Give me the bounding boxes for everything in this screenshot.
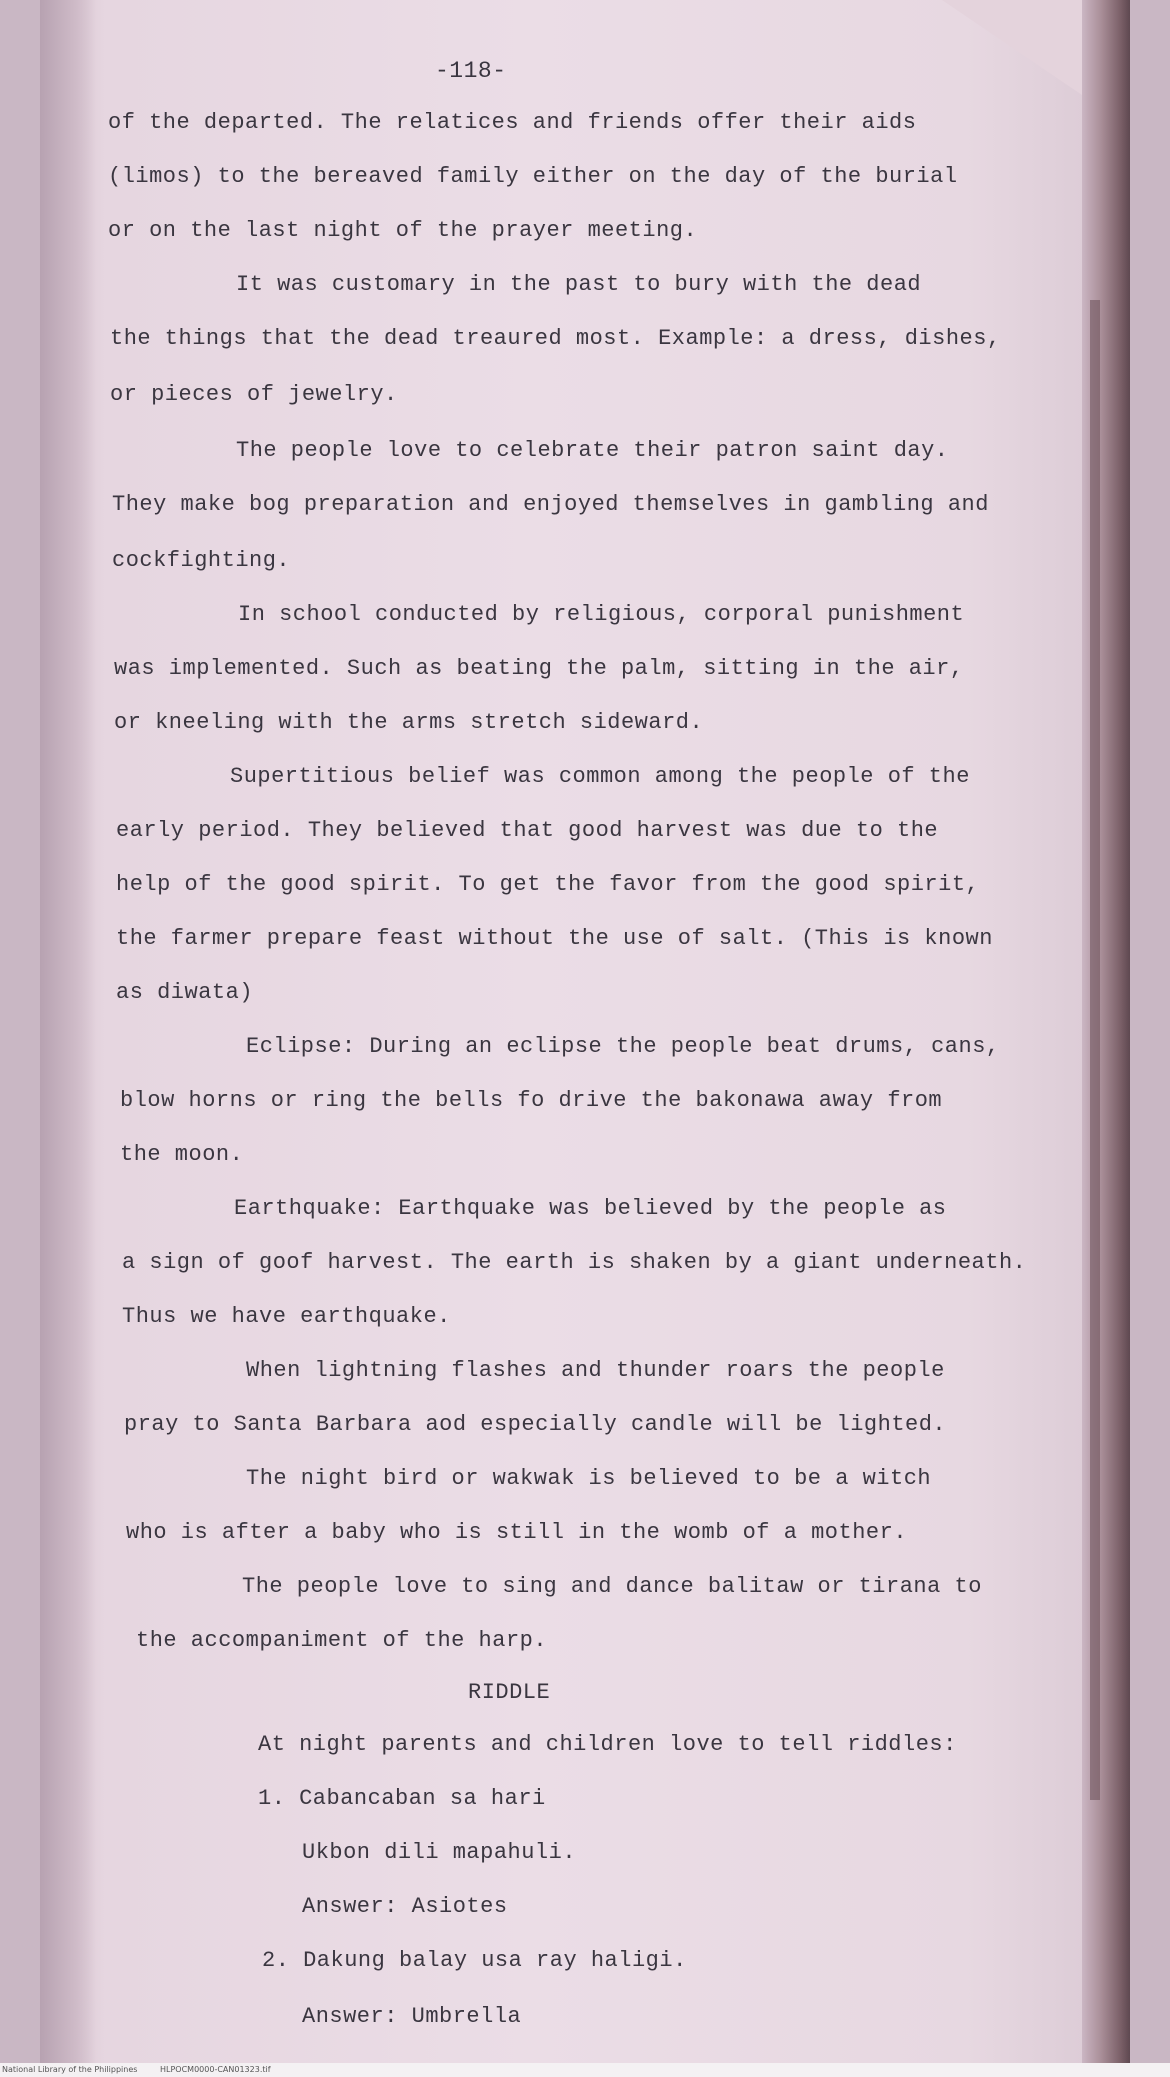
text-line: Earthquake: Earthquake was believed by the people as: [234, 1196, 947, 1221]
riddle-item: 2. Dakung balay usa ray haligi.: [262, 1948, 687, 1973]
riddle-answer: Answer: Umbrella: [302, 2004, 522, 2029]
text-line: early period. They believed that good harvest was due to the: [116, 818, 939, 843]
text-line: or kneeling with the arms stretch sideward.: [114, 710, 704, 735]
text-line: the farmer prepare feast without the use of salt. (This is known: [116, 926, 993, 951]
text-line: as diwata): [116, 980, 254, 1005]
riddle-answer: Answer: Asiotes: [302, 1894, 508, 1919]
book-binding: [1082, 0, 1130, 2063]
text-line: blow horns or ring the bells fo drive the bakonawa away from: [120, 1088, 943, 1113]
text-line: Eclipse: During an eclipse the people beat drums, cans,: [246, 1034, 1000, 1059]
text-line: (limos) to the bereaved family either on the day of the burial: [108, 164, 958, 189]
text-line: a sign of goof harvest. The earth is shaken by a giant underneath.: [122, 1250, 1027, 1275]
riddle-line: Ukbon dili mapahuli.: [302, 1840, 577, 1865]
text-line: was implemented. Such as beating the palm, sitting in the air,: [114, 656, 964, 681]
corner-fold: [942, 0, 1082, 95]
text-line: who is after a baby who is still in the womb of a mother.: [126, 1520, 908, 1545]
text-line: Thus we have earthquake.: [122, 1304, 451, 1329]
text-line: the things that the dead treaured most. Example: a dress, dishes,: [110, 326, 1001, 351]
text-line: The people love to celebrate their patron saint day.: [236, 438, 949, 463]
footer: [0, 2063, 1170, 2077]
footer-filename: HLPOCM0000-CAN01323.tif: [160, 2065, 271, 2074]
text-line: cockfighting.: [112, 548, 291, 573]
text-line: The people love to sing and dance balitaw or tirana to: [242, 1574, 982, 1599]
text-line: Supertitious belief was common among the people of the: [230, 764, 970, 789]
text-line: of the departed. The relatices and friends offer their aids: [108, 110, 917, 135]
text-line: or pieces of jewelry.: [110, 382, 398, 407]
text-line: The night bird or wakwak is believed to be a witch: [246, 1466, 932, 1491]
riddle-item: 1. Cabancaban sa hari: [258, 1786, 546, 1811]
text-line: When lightning flashes and thunder roars the people: [246, 1358, 945, 1383]
section-heading: RIDDLE: [468, 1680, 551, 1705]
text-line: It was customary in the past to bury with the dead: [236, 272, 922, 297]
text-line: pray to Santa Barbara aod especially candle will be lighted.: [124, 1412, 947, 1437]
footer-source: National Library of the Philippines: [2, 2065, 138, 2074]
document-page: [40, 0, 1130, 2063]
text-line: help of the good spirit. To get the favor from the good spirit,: [116, 872, 980, 897]
page-number: -118-: [435, 58, 507, 84]
text-line: In school conducted by religious, corporal punishment: [238, 602, 965, 627]
text-line: They make bog preparation and enjoyed themselves in gambling and: [112, 492, 989, 517]
text-line: the moon.: [120, 1142, 244, 1167]
page-shadow: [40, 0, 96, 2063]
text-line: or on the last night of the prayer meeting.: [108, 218, 698, 243]
text-line: the accompaniment of the harp.: [136, 1628, 548, 1653]
text-line: At night parents and children love to tell riddles:: [258, 1732, 957, 1757]
